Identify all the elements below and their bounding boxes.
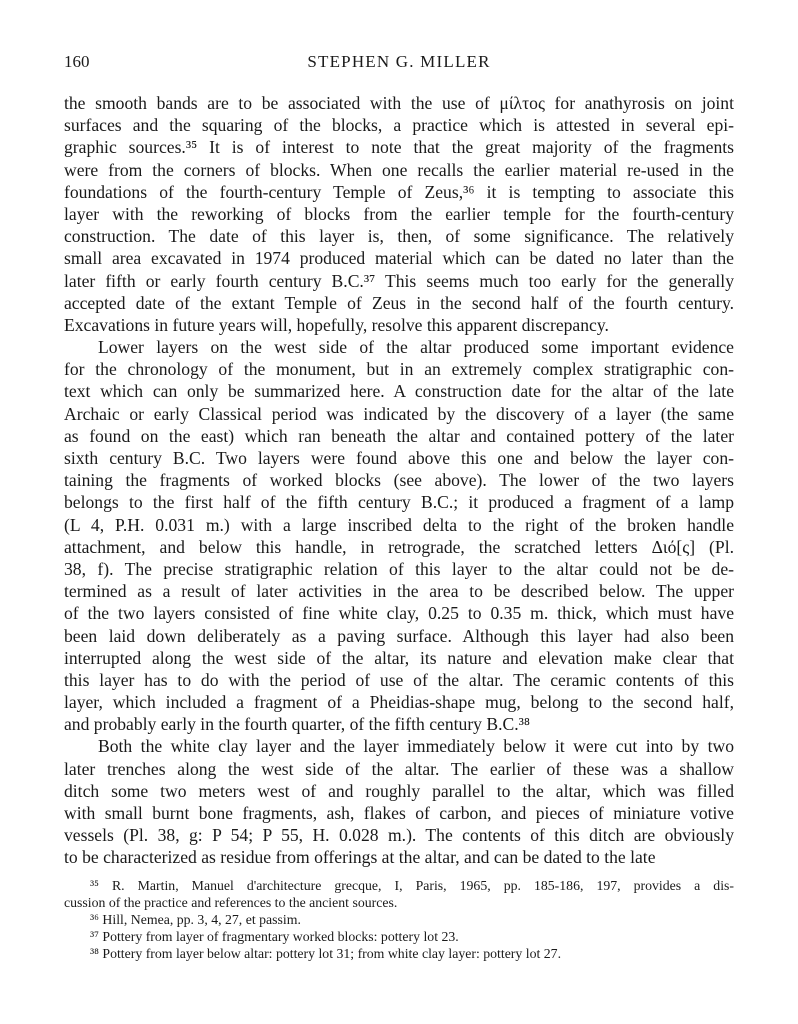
text-line: vessels (Pl. 38, g: P 54; P 55, H. 0.028 m.). The contents of this ditch are obviously [64,825,734,846]
page-number: 160 [64,52,90,71]
footnote-38: ³⁸ Pottery from layer below altar: pottery lot 31; from white clay layer: pottery lot 27. [90,946,562,961]
text-line: were from the corners of blocks. When one recalls the earlier material re-used in the [64,159,734,180]
footnote-35: ³⁵ R. Martin, Manuel d'architecture grecque, I, Paris, 1965, pp. 185-186, 197, provides a dis- [90,878,734,893]
text-line: graphic sources.³⁵ It is of interest to note that the great majority of the fragments [64,137,734,158]
text-line: later trenches along the west side of the altar. The earlier of these was a shallow [64,758,734,779]
text-line: small area excavated in 1974 produced material which can be dated no later than the [64,248,734,269]
text-line: surfaces and the squaring of the blocks, a practice which is attested in several epi- [64,115,734,136]
text-line: belongs to the first half of the fifth century B.C.; it produced a fragment of a lamp [64,492,734,513]
text-line: interrupted along the west side of the altar, its nature and elevation make clear that [64,647,734,668]
page-header [64,52,734,78]
text-line: for the chronology of the monument, but in an extremely complex stratigraphic con- [64,359,734,380]
text-line: with small burnt bone fragments, ash, flakes of carbon, and pieces of miniature votive [64,803,734,823]
text-line: ditch some two meters west of and roughly parallel to the altar, which was filled [64,780,734,801]
text-line: accepted date of the extant Temple of Zeus in the second half of the fourth century. [64,292,734,313]
text-line: construction. The date of this layer is, then, of some significance. The relatively [64,226,734,247]
text-line: sixth century B.C. Two layers were found above this one and below the layer con- [64,448,734,468]
text-line: layer with the reworking of blocks from the earlier temple for the fourth-century [64,203,734,224]
text-line: Excavations in future years will, hopefully, resolve this apparent discrepancy. [64,314,609,335]
text-line: as found on the east) which ran beneath the altar and contained pottery of the later [64,425,734,446]
text-line: been laid down deliberately as a paving surface. Although this layer had also been [64,625,734,646]
footnotes [64,877,734,962]
text-line: Archaic or early Classical period was indicated by the discovery of a layer (the same [64,403,734,424]
text-line: attachment, and below this handle, in retrograde, the scratched letters Διό[ς] (Pl. [64,536,734,557]
body-text [64,92,734,869]
footnote-37: ³⁷ Pottery from layer of fragmentary worked blocks: pottery lot 23. [90,929,459,944]
text-line: later fifth or early fourth century B.C.³⁷ This seems much too early for the generally [64,270,734,291]
text-line: termined as a result of later activities in the area to be described below. The upper [64,581,734,602]
text-line: the smooth bands are to be associated with the use of μίλτος for anathyrosis on joint [64,93,734,113]
text-line: of the two layers consisted of fine white clay, 0.25 to 0.35 m. thick, which must have [64,603,734,624]
footnote-36: ³⁶ Hill, Nemea, pp. 3, 4, 27, et passim. [90,912,301,927]
text-line: to be characterized as residue from offerings at the altar, and can be dated to the late [64,847,656,868]
text-line: (L 4, P.H. 0.031 m.) with a large inscribed delta to the right of the broken handle [64,514,734,535]
text-line: this layer has to do with the period of use of the altar. The ceramic contents of this [64,669,734,690]
text-line: Both the white clay layer and the layer immediately below it were cut into by two [98,736,734,757]
footnote-35-cont: cussion of the practice and references to the ancient sources. [64,895,398,910]
text-line: Lower layers on the west side of the altar produced some important evidence [98,337,734,358]
running-head: STEPHEN G. MILLER [307,52,491,71]
text-line: foundations of the fourth-century Temple of Zeus,³⁶ it is tempting to associate this [64,181,734,202]
text-line: and probably early in the fourth quarter, of the fifth century B.C.³⁸ [64,714,531,735]
text-line: taining the fragments of worked blocks (see above). The lower of the two layers [64,470,734,491]
text-line: layer, which included a fragment of a Pheidias-shape mug, belong to the second half, [64,692,734,713]
text-line: text which can only be summarized here. A construction date for the altar of the late [64,381,734,402]
text-line: 38, f). The precise stratigraphic relation of this layer to the altar could not be de- [64,558,734,579]
